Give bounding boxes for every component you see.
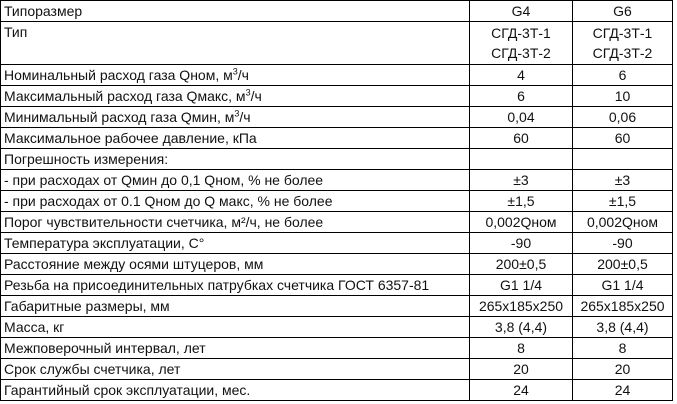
table-row [1, 170, 673, 191]
row-param: Межповерочный интервал, лет [1, 338, 470, 359]
row-g4: 20 [470, 359, 573, 380]
g4-type-2: СГД-3Т-2 [491, 45, 551, 61]
table-row [1, 254, 673, 275]
row-param: Тип [1, 22, 470, 65]
row-g4: -90 [470, 233, 573, 254]
row-g6: 0,06 [573, 107, 673, 128]
row-g6: ±1,5 [573, 191, 673, 212]
row-param: Гарантийный срок эксплуатации, мес. [1, 380, 470, 401]
row-g6: 6 [573, 65, 673, 86]
row-g4: 8 [470, 338, 573, 359]
row-g6: 265х185х250 [573, 296, 673, 317]
row-param: - при расходах от 0.1 Qном до Q макс, % не более [1, 191, 470, 212]
table-row [1, 65, 673, 86]
row-g6: 200±0,5 [573, 254, 673, 275]
row-g6: -90 [573, 233, 673, 254]
row-g6: 20 [573, 359, 673, 380]
row-g4: 0,04 [470, 107, 573, 128]
row-param: Погрешность измерения: [1, 149, 470, 170]
row-g4 [470, 149, 573, 170]
row-param: Масса, кг [1, 317, 470, 338]
row-param: Максимальный расход газа Qмакс, $м^3/ч$ [1, 86, 470, 107]
row-g4: 3,8 (4,4) [470, 317, 573, 338]
row-g6: 3,8 (4,4) [573, 317, 673, 338]
table-row [1, 107, 673, 128]
row-g4: 0,002Qном [470, 212, 573, 233]
g4-type-1: СГД-3Т-1 [491, 25, 551, 41]
table-row [1, 22, 673, 65]
table-row [1, 86, 673, 107]
row-g6: ±3 [573, 170, 673, 191]
row-g6: 8 [573, 338, 673, 359]
header-param: Типоразмер [1, 1, 470, 22]
row-g4: 4 [470, 65, 573, 86]
g6-type-1: СГД-3Т-1 [592, 25, 653, 41]
row-g4 [470, 22, 573, 65]
table-row [1, 296, 673, 317]
row-param: Габаритные размеры, мм [1, 296, 470, 317]
table-row [1, 128, 673, 149]
table-row [1, 275, 673, 296]
row-g6: G1 1/4 [573, 275, 673, 296]
row-g4: G1 1/4 [470, 275, 573, 296]
row-param: - при расходах от Qмин до 0,1 Qном, % не более [1, 170, 470, 191]
row-param: Максимальное рабочее давление, кПа [1, 128, 470, 149]
table-row [1, 212, 673, 233]
row-g4: ±1,5 [470, 191, 573, 212]
row-g4: ±3 [470, 170, 573, 191]
table-row [1, 149, 673, 170]
row-g4: 24 [470, 380, 573, 401]
row-g4: 200±0,5 [470, 254, 573, 275]
table-row [1, 233, 673, 254]
row-param: Номинальный расход газа Qном, $м^3/ч$ [1, 65, 470, 86]
row-param: Температура эксплуатации, С° [1, 233, 470, 254]
row-g6 [573, 22, 673, 65]
row-g6: 0,002Qном [573, 212, 673, 233]
row-g6 [573, 149, 673, 170]
table-row [1, 380, 673, 401]
table-row [1, 359, 673, 380]
table-row [1, 338, 673, 359]
row-g4: 60 [470, 128, 573, 149]
row-g6: 60 [573, 128, 673, 149]
header-g6: G6 [573, 1, 673, 22]
row-g4: 265х185х250 [470, 296, 573, 317]
row-param: Расстояние между осями штуцеров, мм [1, 254, 470, 275]
table-header-row [1, 1, 673, 22]
header-g4: G4 [470, 1, 573, 22]
table-row [1, 191, 673, 212]
row-param: Срок службы счетчика, лет [1, 359, 470, 380]
table-row [1, 317, 673, 338]
row-param: Резьба на присоединительных патрубках счетчика ГОСТ 6357-81 [1, 275, 470, 296]
row-param: Порог чувствительности счетчика, м²/ч, не более [1, 212, 470, 233]
row-g6: 24 [573, 380, 673, 401]
row-param: Минимальный расход газа Qмин, $м^3/ч$ [1, 107, 470, 128]
row-g6: 10 [573, 86, 673, 107]
g6-type-2: СГД-3Т-2 [592, 45, 653, 61]
row-g4: 6 [470, 86, 573, 107]
